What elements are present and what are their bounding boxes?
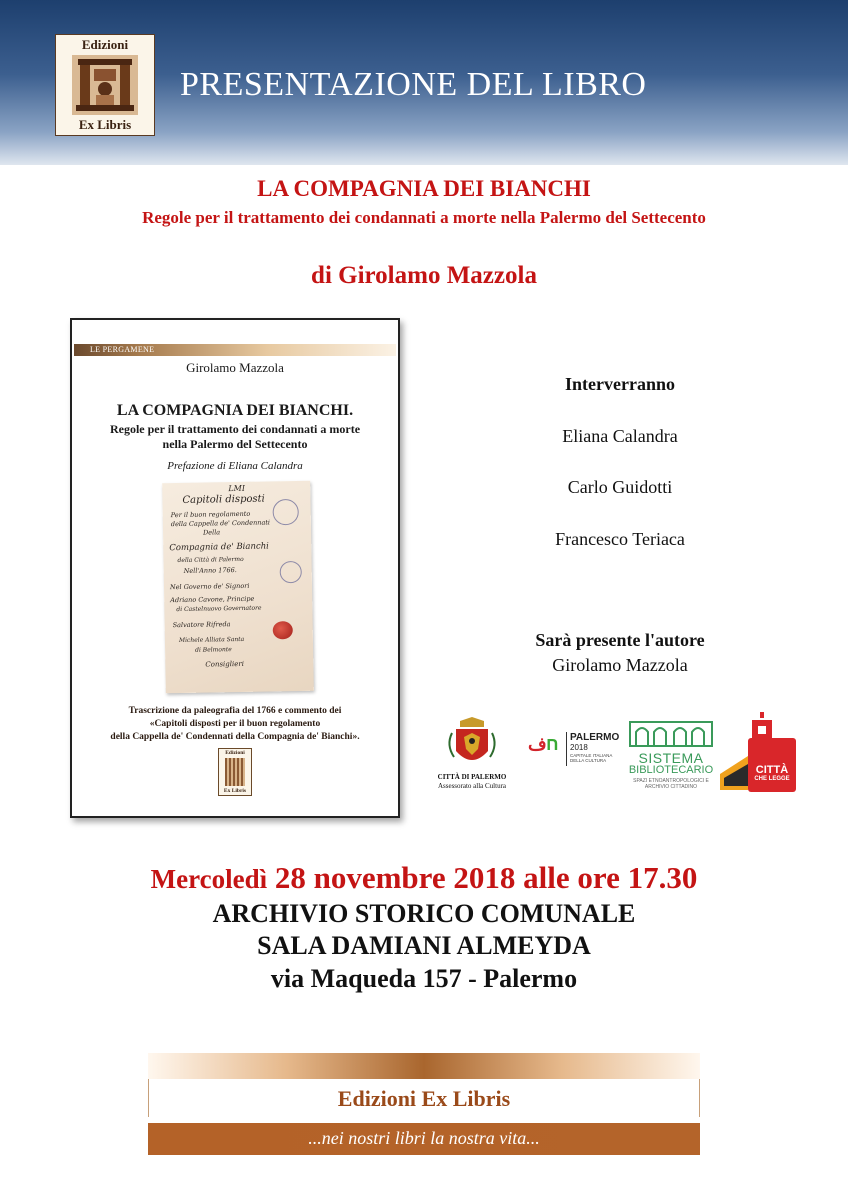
logo-top-text: Edizioni bbox=[81, 37, 129, 52]
manuscript-line: Compagnia de' Bianchi bbox=[169, 541, 269, 554]
palermo-sub: Assessorato alla Cultura bbox=[437, 782, 507, 790]
manuscript-line: Della bbox=[202, 528, 221, 537]
capitale-glyph-icon: ח bbox=[546, 734, 559, 754]
capitale-title: PALERMO bbox=[570, 732, 620, 743]
footer-decor-bar bbox=[148, 1053, 700, 1079]
manuscript-line: Nell'Anno 1766. bbox=[183, 566, 237, 575]
cover-subtitle bbox=[102, 422, 368, 452]
cover-transcription-line: Trascrizione da paleografia del 1766 e commento dei bbox=[128, 706, 342, 716]
footer bbox=[148, 1053, 700, 1157]
manuscript-line: LMI bbox=[228, 483, 246, 494]
manuscript-line: Michele Alliata Santa bbox=[178, 635, 245, 645]
capitale-sub: CAPITALE ITALIANA DELLA CULTURA bbox=[570, 753, 613, 763]
sistema-title: SISTEMA bbox=[638, 750, 704, 766]
author-present-name: Girolamo Mazzola bbox=[552, 655, 688, 675]
cover-transcription-line: «Capitoli disposti per il buon regolamento bbox=[149, 719, 321, 729]
event-venue: ARCHIVIO STORICO COMUNALE bbox=[212, 899, 636, 928]
citta-che-legge-badge bbox=[748, 738, 796, 792]
manuscript-line: Capitoli disposti bbox=[182, 493, 265, 506]
page-title: PRESENTAZIONE DEL LIBRO bbox=[180, 66, 647, 103]
manuscript-line: Per il buon regolamento bbox=[170, 509, 251, 520]
speaker-name: Francesco Teriaca bbox=[555, 529, 685, 549]
capitale-glyph-icon: ف bbox=[528, 734, 547, 754]
palermo-capitale-logo bbox=[528, 730, 620, 774]
manuscript-line: Adriano Cavone, Principe bbox=[170, 594, 255, 605]
che-legge-label: CHE LEGGE bbox=[754, 776, 790, 782]
manuscript-image bbox=[162, 481, 314, 694]
speakers-heading: Interverranno bbox=[565, 374, 675, 394]
citta-di-palermo-logo bbox=[432, 715, 512, 795]
printing-press-icon bbox=[225, 758, 245, 786]
event-address: via Maqueda 157 - Palermo bbox=[270, 964, 578, 993]
cover-logo-bottom: Ex Libris bbox=[223, 788, 247, 794]
cover-series: LE PERGAMENE bbox=[90, 345, 155, 354]
palermo-name: CITTÀ DI PALERMO bbox=[437, 773, 507, 781]
arches-icon bbox=[626, 718, 716, 748]
manuscript-line: di Belmonte bbox=[195, 646, 232, 654]
footer-brand-box bbox=[148, 1079, 700, 1117]
cover-subtitle-line-1: Regole per il trattamento dei condannati a morte bbox=[109, 422, 361, 436]
stamp-icon bbox=[280, 561, 302, 583]
manuscript-line: Consiglieri bbox=[205, 659, 245, 669]
divider bbox=[566, 732, 567, 766]
book-subtitle: Regole per il trattamento dei condannati a morte nella Palermo del Settecento bbox=[142, 208, 706, 227]
eagle-crest-icon bbox=[432, 715, 512, 771]
author-present-label: Sarà presente l'autore bbox=[535, 630, 705, 650]
cover-title: LA COMPAGNIA DEI BIANCHI. bbox=[116, 402, 354, 419]
cover-transcription bbox=[92, 705, 378, 744]
cover-preface: Prefazione di Eliana Calandra bbox=[167, 460, 303, 472]
event-date-time: 28 novembre 2018 alle ore 17.30 bbox=[274, 860, 698, 895]
book-cover bbox=[70, 318, 400, 818]
printing-press-icon bbox=[72, 55, 138, 115]
manuscript-line: della Cappella de' Condennati bbox=[170, 518, 271, 529]
footer-tagline: ...nei nostri libri la nostra vita... bbox=[308, 1128, 540, 1148]
book-author: di Girolamo Mazzola bbox=[311, 262, 537, 289]
publisher-logo bbox=[55, 34, 155, 136]
capitale-year: 2018 bbox=[570, 743, 588, 752]
cover-subtitle-line-2: nella Palermo del Settecento bbox=[162, 437, 308, 451]
header-banner bbox=[0, 0, 848, 165]
manuscript-line: Nel Governo de' Signori bbox=[169, 581, 250, 592]
sistema-subtitle: BIBLIOTECARIO bbox=[628, 764, 714, 776]
citta-label: CITTÀ bbox=[755, 764, 789, 776]
manuscript-line: della Città di Palermo bbox=[177, 555, 244, 565]
cover-transcription-line: della Cappella de' Condennati della Compagnia de' Bianchi». bbox=[110, 732, 360, 742]
logo-bottom-text: Ex Libris bbox=[78, 117, 132, 132]
manuscript-line: Salvatore Rifreda bbox=[172, 620, 231, 630]
event-date bbox=[0, 860, 848, 896]
wax-seal-icon bbox=[273, 621, 293, 639]
book-title: LA COMPAGNIA DEI BIANCHI bbox=[257, 176, 591, 201]
sistema-bibliotecario-logo bbox=[626, 718, 716, 798]
citta-che-legge-logo bbox=[720, 712, 798, 796]
footer-tagline-bar bbox=[148, 1123, 700, 1155]
footer-brand: Edizioni Ex Libris bbox=[337, 1086, 511, 1111]
manuscript-line: di Castelnuovo Governatore bbox=[176, 604, 262, 614]
cover-author: Girolamo Mazzola bbox=[186, 360, 284, 375]
event-room: SALA DAMIANI ALMEYDA bbox=[257, 931, 591, 960]
speaker-name: Carlo Guidotti bbox=[567, 477, 673, 497]
cover-publisher-logo bbox=[218, 748, 252, 796]
event-day: Mercoledì bbox=[150, 864, 268, 894]
sistema-caption: SPAZI ETNOANTROPOLOGICI E ARCHIVIO CITTADINO bbox=[633, 778, 709, 790]
stamp-icon bbox=[272, 499, 298, 525]
speaker-name: Eliana Calandra bbox=[562, 426, 678, 446]
cover-logo-top: Edizioni bbox=[225, 750, 245, 756]
